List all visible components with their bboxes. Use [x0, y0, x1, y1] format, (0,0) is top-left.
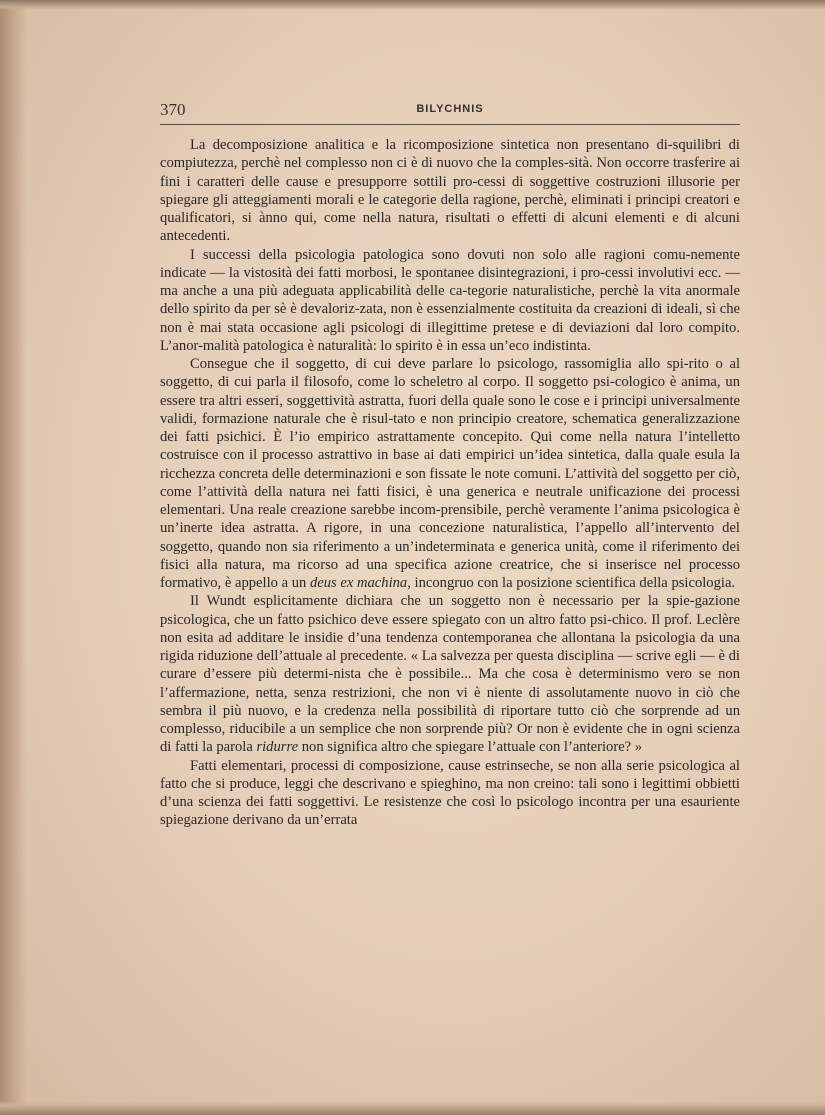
text-run: Fatti elementari, processi di composizione, cause estrinseche, se non alla serie psicologica al fatto che si produce, leggi che descrivano e spieghino, ma non creino: tali sono i legittimi obbietti d’una scienza dei fatti soggettivi. Le resistenze che così lo psicologo incontra per una esauriente spiegazione derivano da un’errata: [160, 757, 740, 829]
paragraph: [160, 136, 740, 246]
page-number: 370: [160, 100, 186, 119]
paragraph: [160, 757, 740, 830]
body-text: [160, 136, 740, 830]
text-run: , incongruo con la posizione scientifica della psicologia.: [407, 575, 736, 591]
italic-phrase: ridurre: [256, 739, 299, 756]
page-shadow-bottom: [0, 1101, 825, 1115]
text-run: Il Wundt esplicitamente dichiara che un soggetto non è necessario per la spie-gazione psicologica, che un fatto psichico deve essere spiegato con un altro fatto psi-chico. Il prof. Leclère non esita ad additare le insidie d’una tendenza contemporanea che allontana la psicologia da una rigida riduzione dell’attuale al precedente. « La salvezza per questa disciplina — scrive egli — è di curare d’essere più determi-nista che è possibile... Ma che cosa è determinismo vero se non l’affermazione, netta, senza restrizioni, che non vi è niente di assolutamente nuovo in ciò che sembra il più nuovo, e la credenza nella possibilità di riportare tutto ciò che sorprende ad un complesso, riducibile a un semplice che non sorprende più? Or non è evidente che in ogni scienza di fatti la parola: [160, 593, 740, 756]
text-run: La decomposizione analitica e la ricomposizione sintetica non presentano di-squilibri di compiutezza, perchè nel complesso non ci è di nuovo che la comples-sità. Non occorre trasferire ai fini i caratteri delle cause e presupporre sottili pro-cessi di soggettive costruzioni illusorie per spiegare gli atteggiamenti morali e le categorie della ragione, perchè, eliminati i principi creatori e qualificatori, si ànno qui, come nella natura, risultati o effetti di alcuni elementi e di alcuni antecedenti.: [160, 137, 740, 245]
text-run: I successi della psicologia patologica sono dovuti non solo alle ragioni comu-nemente indicate — la vistosità dei fatti morbosi, le spontanee disintegrazioni, i pro-cessi involutivi ecc. — ma anche a una più adeguata applicabilità delle ca-tegorie naturalistiche, perchè la vita anormale dello spirito da per sè è devaloriz-zata, non è essenzialmente costituita da creazioni di ideali, sì che non è mai stata occasione agli psicologi di illegittime pretese e di deviazioni dal loro compito. L’anor-malità patologica è naturalità: lo spirito è in essa un’eco indistinta.: [160, 246, 740, 354]
italic-phrase: deus ex machina: [309, 575, 408, 591]
page-header: [160, 100, 740, 122]
page-shadow-left: [0, 0, 26, 1115]
paragraph: [160, 246, 740, 356]
paragraph: [160, 355, 740, 592]
text-run: non significa altro che spiegare l’attuale con l’anteriore? »: [298, 739, 643, 756]
text-run: Consegue che il soggetto, di cui deve parlare lo psicologo, rassomiglia allo spi-rito o al soggetto, di cui parla il filosofo, come lo scheletro al corpo. Il soggetto psi-cologico è anima, un essere tra altri esseri, soggettività astratta, fuori della quale sono le cose e i principi universalmente validi, formazione naturale che è risul-tato e non principio creatore, schematica generalizzazione dei fatti psichici. È l’io empirico astrattamente concepito. Qui come nella natura l’intelletto costruisce con il processo astrattivo in base ai dati empirici un’idea sintetica, dalla quale esula la ricchezza concreta delle determinazioni e son fissate le note comuni. L’attività del soggetto per ciò, come l’attività della natura nei fatti fisici, è una generica e neutrale unificazione dei processi elementari. Una reale creazione sarebbe incom-prensibile, perchè veramente l’anima psicologica è un’inerte idea astratta. A rigore, in una concezione naturalistica, l’appello all’intervento del soggetto, quando non sia riferimento a un’indeterminata e generica unità, come il riferimento dei fisici alla natura, ma ricorso ad una specifica azione creatrice, che si inserisce nel processo formativo, è appello a un: [160, 356, 740, 591]
paragraph: [160, 592, 740, 756]
header-rule: [160, 124, 740, 125]
page-shadow-top: [0, 0, 825, 10]
running-head: BILYCHNIS: [416, 103, 484, 115]
